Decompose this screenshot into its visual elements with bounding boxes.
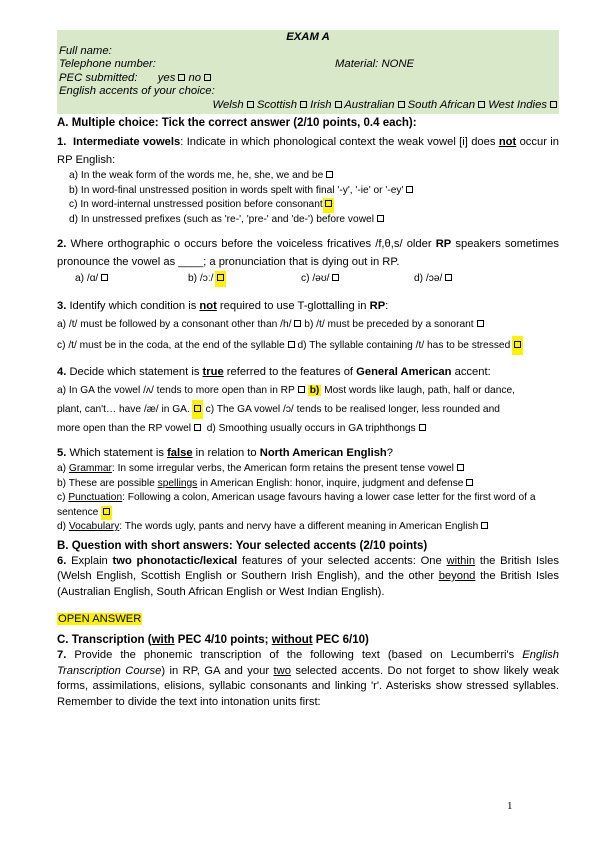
- telephone-row: [59, 58, 557, 72]
- question-3: 3. Identify which condition is not required to use T-glottalling in RP:: [57, 300, 389, 312]
- q5-option-d: d) Vocabulary: The words ugly, pants and nervy have a different meaning in American English: [57, 520, 559, 535]
- accent-australian: Australian: [344, 98, 395, 111]
- q4-c-checkbox[interactable]: [194, 424, 201, 431]
- accent-west-indies-checkbox[interactable]: [550, 101, 557, 108]
- q2-option-c: c) /əʊ/: [301, 271, 414, 287]
- q1-option-d: d) In unstressed prefixes (such as 're-', 'pre-' and 'de-') before vowel: [69, 213, 559, 228]
- q4-option-d: d) Smoothing usually occurs in GA triphthongs: [206, 423, 416, 434]
- q1-text-end: occur in RP English:: [57, 136, 559, 166]
- q5-option-c: c) Punctuation: Following a colon, American usage favours having a lower case letter for the first word of a sentence: [57, 491, 559, 520]
- accent-south-african: South African: [407, 98, 476, 111]
- page-number: 1: [507, 800, 513, 812]
- pec-yes-label: yes: [157, 71, 176, 84]
- q4-line-1: [57, 381, 559, 400]
- accent-welsh-checkbox[interactable]: [247, 101, 254, 108]
- accent-south-african-checkbox[interactable]: [478, 101, 485, 108]
- question-4: 4. Decide which statement is true referred to the features of General American accent:: [57, 366, 491, 378]
- exam-title: EXAM A: [286, 31, 330, 43]
- q5-b-checkbox[interactable]: [466, 479, 473, 486]
- material-label: Material: NONE: [335, 58, 415, 70]
- question-7: 7. Provide the phonemic transcription of the following text (based on Lecumberri's English Transcription Course) in RP, GA and your two selected accents. Do not forget to show likely weak forms, assimilations, elisions, syllabic consonants and linking 'r'. Asterisks show stressed syllables. Remember to divide the text into intonation units first:: [57, 649, 560, 708]
- accent-scottish: Scottish: [256, 98, 298, 111]
- q4-b-checkbox[interactable]: [194, 405, 201, 412]
- q2-options: [57, 271, 559, 287]
- q3-c-checkbox[interactable]: [288, 341, 295, 348]
- q4-option-c: c) The GA vowel /ɔ/ tends to be realised longer, less rounded and: [205, 404, 500, 415]
- pec-yes-checkbox[interactable]: [178, 74, 185, 81]
- accent-irish: Irish: [310, 98, 332, 111]
- q1-option-c: c) In word-internal unstressed position before consonant: [69, 198, 559, 213]
- q2-option-b: b) /ɔː/: [188, 271, 301, 287]
- pec-label: PEC submitted:: [59, 71, 138, 84]
- telephone-field: Telephone number:: [59, 58, 156, 70]
- q3-d-checkbox[interactable]: [514, 341, 521, 348]
- q2-option-a: a) /ɑ/: [75, 271, 188, 287]
- section-a-heading: A. Multiple choice: Tick the correct answer (2/10 points, 0.4 each):: [57, 117, 417, 129]
- q1-number: 1.: [57, 136, 67, 148]
- exam-header: [57, 30, 559, 114]
- q1-options: [57, 169, 559, 227]
- q3-a-checkbox[interactable]: [294, 320, 301, 327]
- open-answer-label: OPEN ANSWER: [58, 613, 142, 625]
- q3-option-a: a) /t/ must be followed by a consonant other than /h/: [57, 319, 292, 330]
- q1-b-checkbox[interactable]: [406, 186, 413, 193]
- question-2: 2. Where orthographic o occurs before the voiceless fricatives /f,θ,s/ older RP speakers sometimes pronounce the vowel as ____; a pronunciation that is dying out in RP.: [57, 238, 559, 268]
- accent-irish-checkbox[interactable]: [335, 101, 342, 108]
- q4-b-label: b): [309, 385, 320, 396]
- q5-option-b: b) These are possible spellings in American English: honor, inquire, judgment and defense: [57, 477, 559, 492]
- q2-number: 2.: [57, 238, 67, 250]
- pec-row: [59, 72, 557, 86]
- q1-a-checkbox[interactable]: [326, 171, 333, 178]
- q4-option-b: Most words like laugh, path, half or dance,: [321, 385, 515, 396]
- section-b-heading: B. Question with short answers: Your selected accents (2/10 points): [57, 539, 428, 552]
- accents-row: [59, 99, 557, 113]
- pec-no-checkbox[interactable]: [204, 74, 211, 81]
- q1-d-checkbox[interactable]: [377, 215, 384, 222]
- q1-c-checkbox[interactable]: [325, 200, 332, 207]
- q4-option-a: a) In GA the vowel /ʌ/ tends to more open than in RP: [57, 385, 295, 396]
- q5-d-checkbox[interactable]: [481, 522, 488, 529]
- q1-option-b: b) In word-final unstressed position in words spelt with final '-y', '-ie' or '-ey': [69, 184, 559, 199]
- section-c-heading: C. Transcription (with PEC 4/10 points; without PEC 6/10): [57, 634, 369, 646]
- q3-line-1: [57, 315, 559, 334]
- q1-option-a: a) In the weak form of the words me, he, she, we and be: [69, 169, 559, 184]
- q4-d-checkbox[interactable]: [419, 424, 426, 431]
- q3-options: [57, 315, 559, 355]
- question-6: 6. Explain two phonotactic/lexical features of your selected accents: One within the British Isles (Welsh English, Scottish English or Southern Irish English), and the other beyond the British Isles (Australian English, South African English or West Indian English).: [57, 554, 559, 598]
- q4-a-checkbox[interactable]: [298, 386, 305, 393]
- pec-no-label: no: [188, 71, 202, 84]
- q2-a-checkbox[interactable]: [101, 274, 108, 281]
- accent-welsh: Welsh: [212, 98, 244, 111]
- exam-page: [57, 30, 559, 710]
- question-5: 5. Which statement is false in relation to North American English?: [57, 447, 394, 459]
- accent-west-indies: West Indies: [488, 98, 547, 111]
- q1-topic: Intermediate vowels: [73, 136, 181, 148]
- accents-label: English accents of your choice:: [59, 85, 215, 97]
- question-1: [57, 133, 559, 169]
- q4-line-3: more open than the RP vowel d) Smoothing usually occurs in GA triphthongs: [57, 419, 559, 438]
- q3-option-c: c) /t/ must be in the coda, at the end of the syllable: [57, 340, 285, 351]
- q1-text: : Indicate in which phonological context the weak vowel [i] does: [180, 136, 499, 148]
- q5-options: [57, 462, 559, 535]
- full-name-field: Full name:: [59, 44, 112, 57]
- open-answer-row: [57, 612, 559, 627]
- accent-scottish-checkbox[interactable]: [300, 101, 307, 108]
- q4-options: [57, 381, 559, 438]
- q2-b-checkbox[interactable]: [217, 274, 224, 281]
- q2-c-checkbox[interactable]: [332, 274, 339, 281]
- q2-d-checkbox[interactable]: [445, 274, 452, 281]
- q1-not: not: [498, 136, 517, 148]
- accent-australian-checkbox[interactable]: [398, 101, 405, 108]
- q5-c-checkbox[interactable]: [103, 508, 110, 515]
- q3-option-b: b) /t/ must be preceded by a sonorant: [304, 319, 474, 330]
- q3-b-checkbox[interactable]: [477, 320, 484, 327]
- q5-option-a: a) Grammar: In some irregular verbs, the American form retains the present tense vowel: [57, 462, 559, 477]
- q5-a-checkbox[interactable]: [457, 464, 464, 471]
- q3-line-2: [57, 336, 559, 355]
- q2-option-d: d) /ɔə/: [414, 271, 527, 287]
- q3-option-d: d) The syllable containing /t/ has to be stressed: [297, 340, 511, 351]
- q4-line-2: plant, can't… have /æ/ in GA. c) The GA vowel /ɔ/ tends to be realised longer, less rounded and: [57, 400, 559, 419]
